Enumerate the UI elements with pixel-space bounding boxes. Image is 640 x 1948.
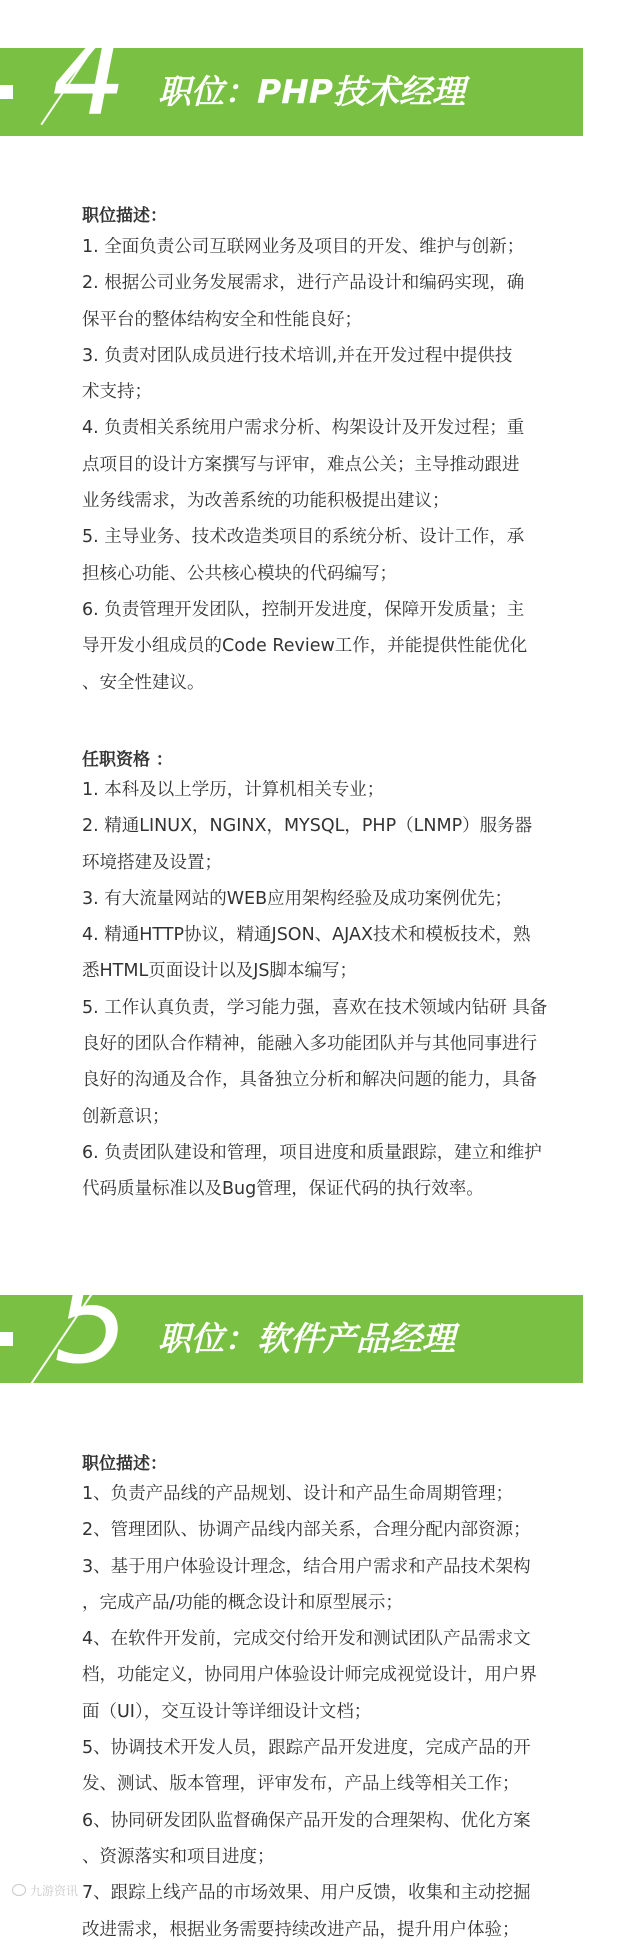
list-item: 6、协同研发团队监督确保产品开发的合理架构、优化方案 [82,1810,531,1831]
list-item: 良好的团队合作精神，能融入多功能团队并与其他同事进行 [82,1034,537,1055]
list-item: 代码质量标准以及Bug管理，保证代码的执行效率。 [82,1179,484,1200]
list-item: 良好的沟通及合作，具备独立分析和解决问题的能力，具备 [82,1070,537,1091]
qualification-list [82,772,547,1208]
list-item: 、资源落实和项目进度； [82,1846,275,1867]
weibo-icon [12,1884,26,1896]
banner-notch [0,1332,13,1346]
list-item: 发、测试、版本管理，评审发布，产品上线等相关工作； [82,1774,520,1795]
watermark-text: 九游资讯 [30,1884,79,1898]
list-item: 7、跟踪上线产品的市场效果、用户反馈，收集和主动挖掘 [82,1883,531,1904]
list-item: 面（UI），交互设计等详细设计文档； [82,1701,372,1722]
list-item: 业务线需求，为改善系统的功能积极提出建议； [82,491,450,512]
list-item: 2. 精通LINUX，NGINX，MYSQL，PHP（LNMP）服务器 [82,816,533,837]
banner-notch [0,85,13,99]
list-item: 5. 主导业务、技术改造类项目的系统分析、设计工作，承 [82,527,525,548]
description-list [82,229,527,701]
list-item: 档，功能定义，协同用户体验设计师完成视觉设计，用户界 [82,1665,537,1686]
list-item: 2、管理团队、协调产品线内部关系，合理分配内部资源； [82,1520,531,1541]
watermark [12,1882,78,1899]
description-list [82,1476,537,1948]
description-heading: 职位描述： [82,1454,167,1474]
list-item: 1. 本科及以上学历，计算机相关专业； [82,780,385,800]
list-item: 创新意识； [82,1106,170,1127]
list-item: 点项目的设计方案撰写与评审，难点公关；主导推动跟进 [82,454,520,475]
list-item: 术支持； [82,382,152,403]
list-item: 3、基于用户体验设计理念，结合用户需求和产品技术架构 [82,1556,531,1577]
list-item: 5、协调技术开发人员，跟踪产品开发进度，完成产品的开 [82,1738,531,1759]
section-number: 4 [52,4,124,142]
list-item: 悉HTML页面设计以及JS脚本编写； [82,961,357,982]
list-item: 3. 负责对团队成员进行技术培训,并在开发过程中提供技 [82,345,513,366]
list-item: 1、负责产品线的产品规划、设计和产品生命周期管理； [82,1484,514,1504]
list-item: 环境搭建及设置； [82,852,222,873]
list-item: 导开发小组成员的Code Review工作，并能提供性能优化 [82,636,528,657]
section-title: 职位：软件产品经理 [158,1319,455,1358]
list-item: 1. 全面负责公司互联网业务及项目的开发、维护与创新； [82,237,525,257]
list-item: ，完成产品/功能的概念设计和原型展示； [82,1592,403,1613]
list-item: 4. 精通HTTP协议，精通JSON、AJAX技术和模板技术，熟 [82,925,531,946]
description-heading: 职位描述： [82,206,167,226]
list-item: 4、在软件开发前，完成交付给开发和测试团队产品需求文 [82,1629,531,1650]
list-item: 、安全性建议。 [82,672,205,693]
section-title: 职位：PHP技术经理 [158,72,465,111]
list-item: 6. 负责团队建设和管理，项目进度和质量跟踪，建立和维护 [82,1142,542,1163]
list-item: 6. 负责管理开发团队，控制开发进度，保障开发质量；主 [82,599,525,620]
list-item: 保平台的整体结构安全和性能良好； [82,309,362,330]
list-item: 2. 根据公司业务发展需求，进行产品设计和编码实现，确 [82,273,525,294]
job-section-product-manager [0,1240,640,1940]
qualification-heading: 任职资格 ： [82,750,173,770]
list-item: 5. 工作认真负责，学习能力强，喜欢在技术领域内钻研 具备 [82,997,548,1018]
list-item: 担核心功能、公共核心模块的代码编写； [82,563,397,584]
section-number: 5 [54,1252,126,1390]
list-item: 改进需求，根据业务需要持续改进产品，提升用户体验； [82,1919,520,1940]
list-item: 3. 有大流量网站的WEB应用架构经验及成功案例优先； [82,888,513,909]
list-item: 4. 负责相关系统用户需求分析、构架设计及开发过程；重 [82,418,525,439]
